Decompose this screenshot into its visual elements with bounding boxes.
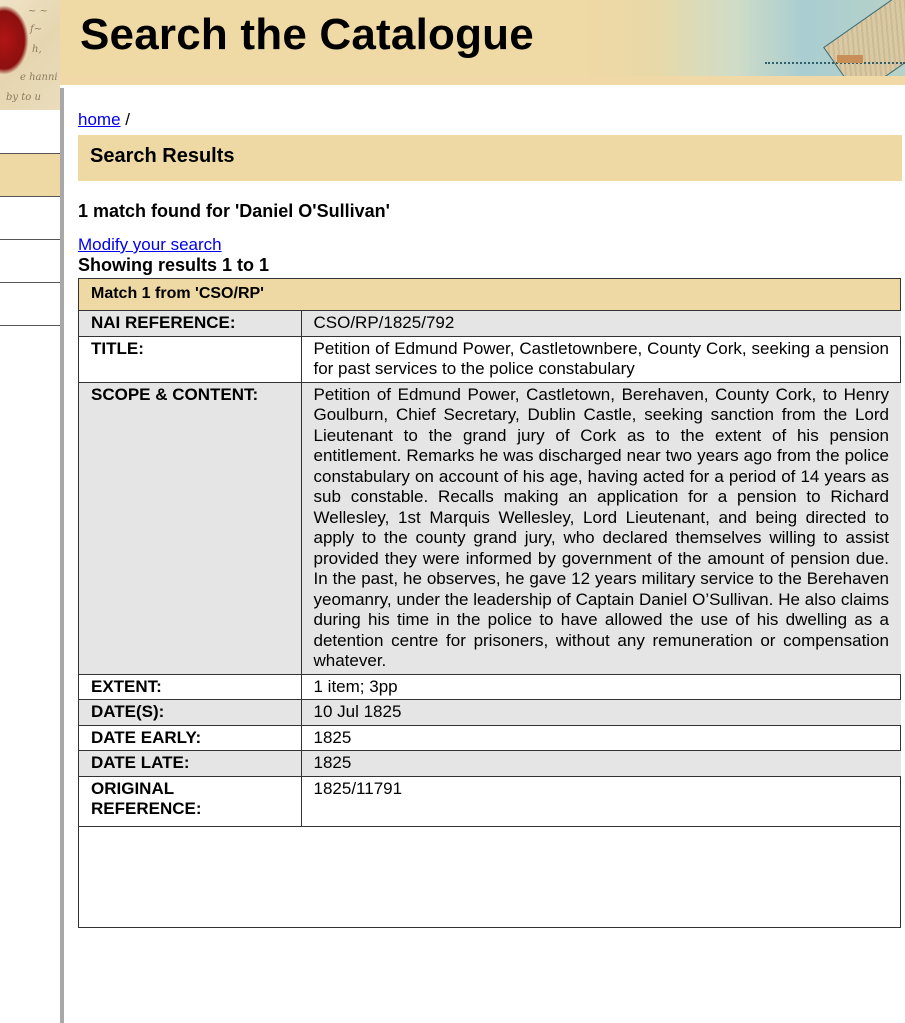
breadcrumb-separator: / bbox=[125, 110, 130, 129]
match-summary: 1 match found for 'Daniel O'Sullivan' bbox=[78, 201, 390, 221]
manuscript-script: by to u bbox=[6, 92, 41, 103]
field-label: DATE LATE: bbox=[79, 751, 301, 777]
sidebar-item[interactable] bbox=[0, 197, 60, 240]
manuscript-script: h, bbox=[32, 44, 42, 55]
field-label: DATE(S): bbox=[79, 700, 301, 726]
field-label: NAI REFERENCE: bbox=[79, 311, 301, 336]
record-table bbox=[79, 311, 901, 827]
result-card bbox=[78, 278, 901, 928]
breadcrumb-home-link[interactable]: home bbox=[78, 110, 121, 129]
sidebar-item[interactable] bbox=[0, 283, 60, 326]
field-value: 1 item; 3pp bbox=[301, 674, 901, 700]
table-row bbox=[79, 700, 901, 726]
header-map-decoration bbox=[823, 0, 905, 82]
header-strip bbox=[60, 76, 905, 85]
sidebar-item[interactable] bbox=[0, 110, 60, 154]
breadcrumb bbox=[78, 110, 902, 132]
table-row bbox=[79, 776, 901, 826]
field-value: CSO/RP/1825/792 bbox=[301, 311, 901, 336]
field-label: DATE EARLY: bbox=[79, 725, 301, 751]
manuscript-script: f~ bbox=[30, 24, 43, 35]
table-row bbox=[79, 382, 901, 674]
main-content bbox=[78, 100, 902, 928]
field-label: ORIGINAL REFERENCE: bbox=[79, 776, 301, 826]
modify-search-link[interactable]: Modify your search bbox=[78, 235, 222, 254]
page-title: Search the Catalogue bbox=[80, 10, 534, 59]
field-value: 1825 bbox=[301, 725, 901, 751]
sidebar-nav bbox=[0, 110, 60, 326]
field-label: TITLE: bbox=[79, 336, 301, 382]
result-card-footer bbox=[79, 827, 900, 927]
field-value: 1825/11791 bbox=[301, 776, 901, 826]
table-row bbox=[79, 311, 901, 336]
section-title: Search Results bbox=[78, 135, 902, 181]
field-value: 10 Jul 1825 bbox=[301, 700, 901, 726]
field-value: 1825 bbox=[301, 751, 901, 777]
match-header: Match 1 from 'CSO/RP' bbox=[79, 279, 900, 311]
field-value: Petition of Edmund Power, Castletown, Berehaven, County Cork, to Henry Goulburn, Chief Secretary, Dublin Castle, seeking sanction from the Lord Lieutenant to the grand jury of Cork as to the extent of his pension entitlement. Remarks he was discharged near two years ago from the police constabulary on account of his age, having acted for a period of 14 years as sub constable. Recalls making an application for a pension to Richard Wellesley, 1st Marquis Wellesley, Lord Lieutenant, and being directed to apply to the county grand jury, who declared themselves willing to assist provided they were informed by government of the amount of pension due. In the past, he observes, he gave 12 years military service to the Berehaven yeomanry, under the leadership of Captain Daniel O’Sullivan. He also claims during his time in the police to have allowed the use of his dwelling as a detention centre for prisoners, without any remuneration or compensation whatever. bbox=[301, 382, 901, 674]
sidebar-item[interactable] bbox=[0, 240, 60, 283]
header-map-decoration bbox=[837, 55, 863, 63]
table-row bbox=[79, 336, 901, 382]
table-row bbox=[79, 751, 901, 777]
field-value: Petition of Edmund Power, Castletownbere, County Cork, seeking a pension for past services to the police constabulary bbox=[301, 336, 901, 382]
sidebar bbox=[0, 0, 60, 1023]
field-label: EXTENT: bbox=[79, 674, 301, 700]
page-header bbox=[60, 0, 905, 82]
sidebar-item-active[interactable] bbox=[0, 154, 60, 197]
sidebar-manuscript-image bbox=[0, 0, 60, 110]
manuscript-script: e hanni bbox=[20, 72, 58, 83]
field-label: SCOPE & CONTENT: bbox=[79, 382, 301, 674]
header-map-decoration bbox=[765, 62, 905, 66]
manuscript-script: ~ ~ bbox=[28, 6, 48, 17]
results-range: Showing results 1 to 1 bbox=[78, 255, 270, 275]
table-row bbox=[79, 725, 901, 751]
sidebar-divider bbox=[60, 88, 64, 1023]
table-row bbox=[79, 674, 901, 700]
